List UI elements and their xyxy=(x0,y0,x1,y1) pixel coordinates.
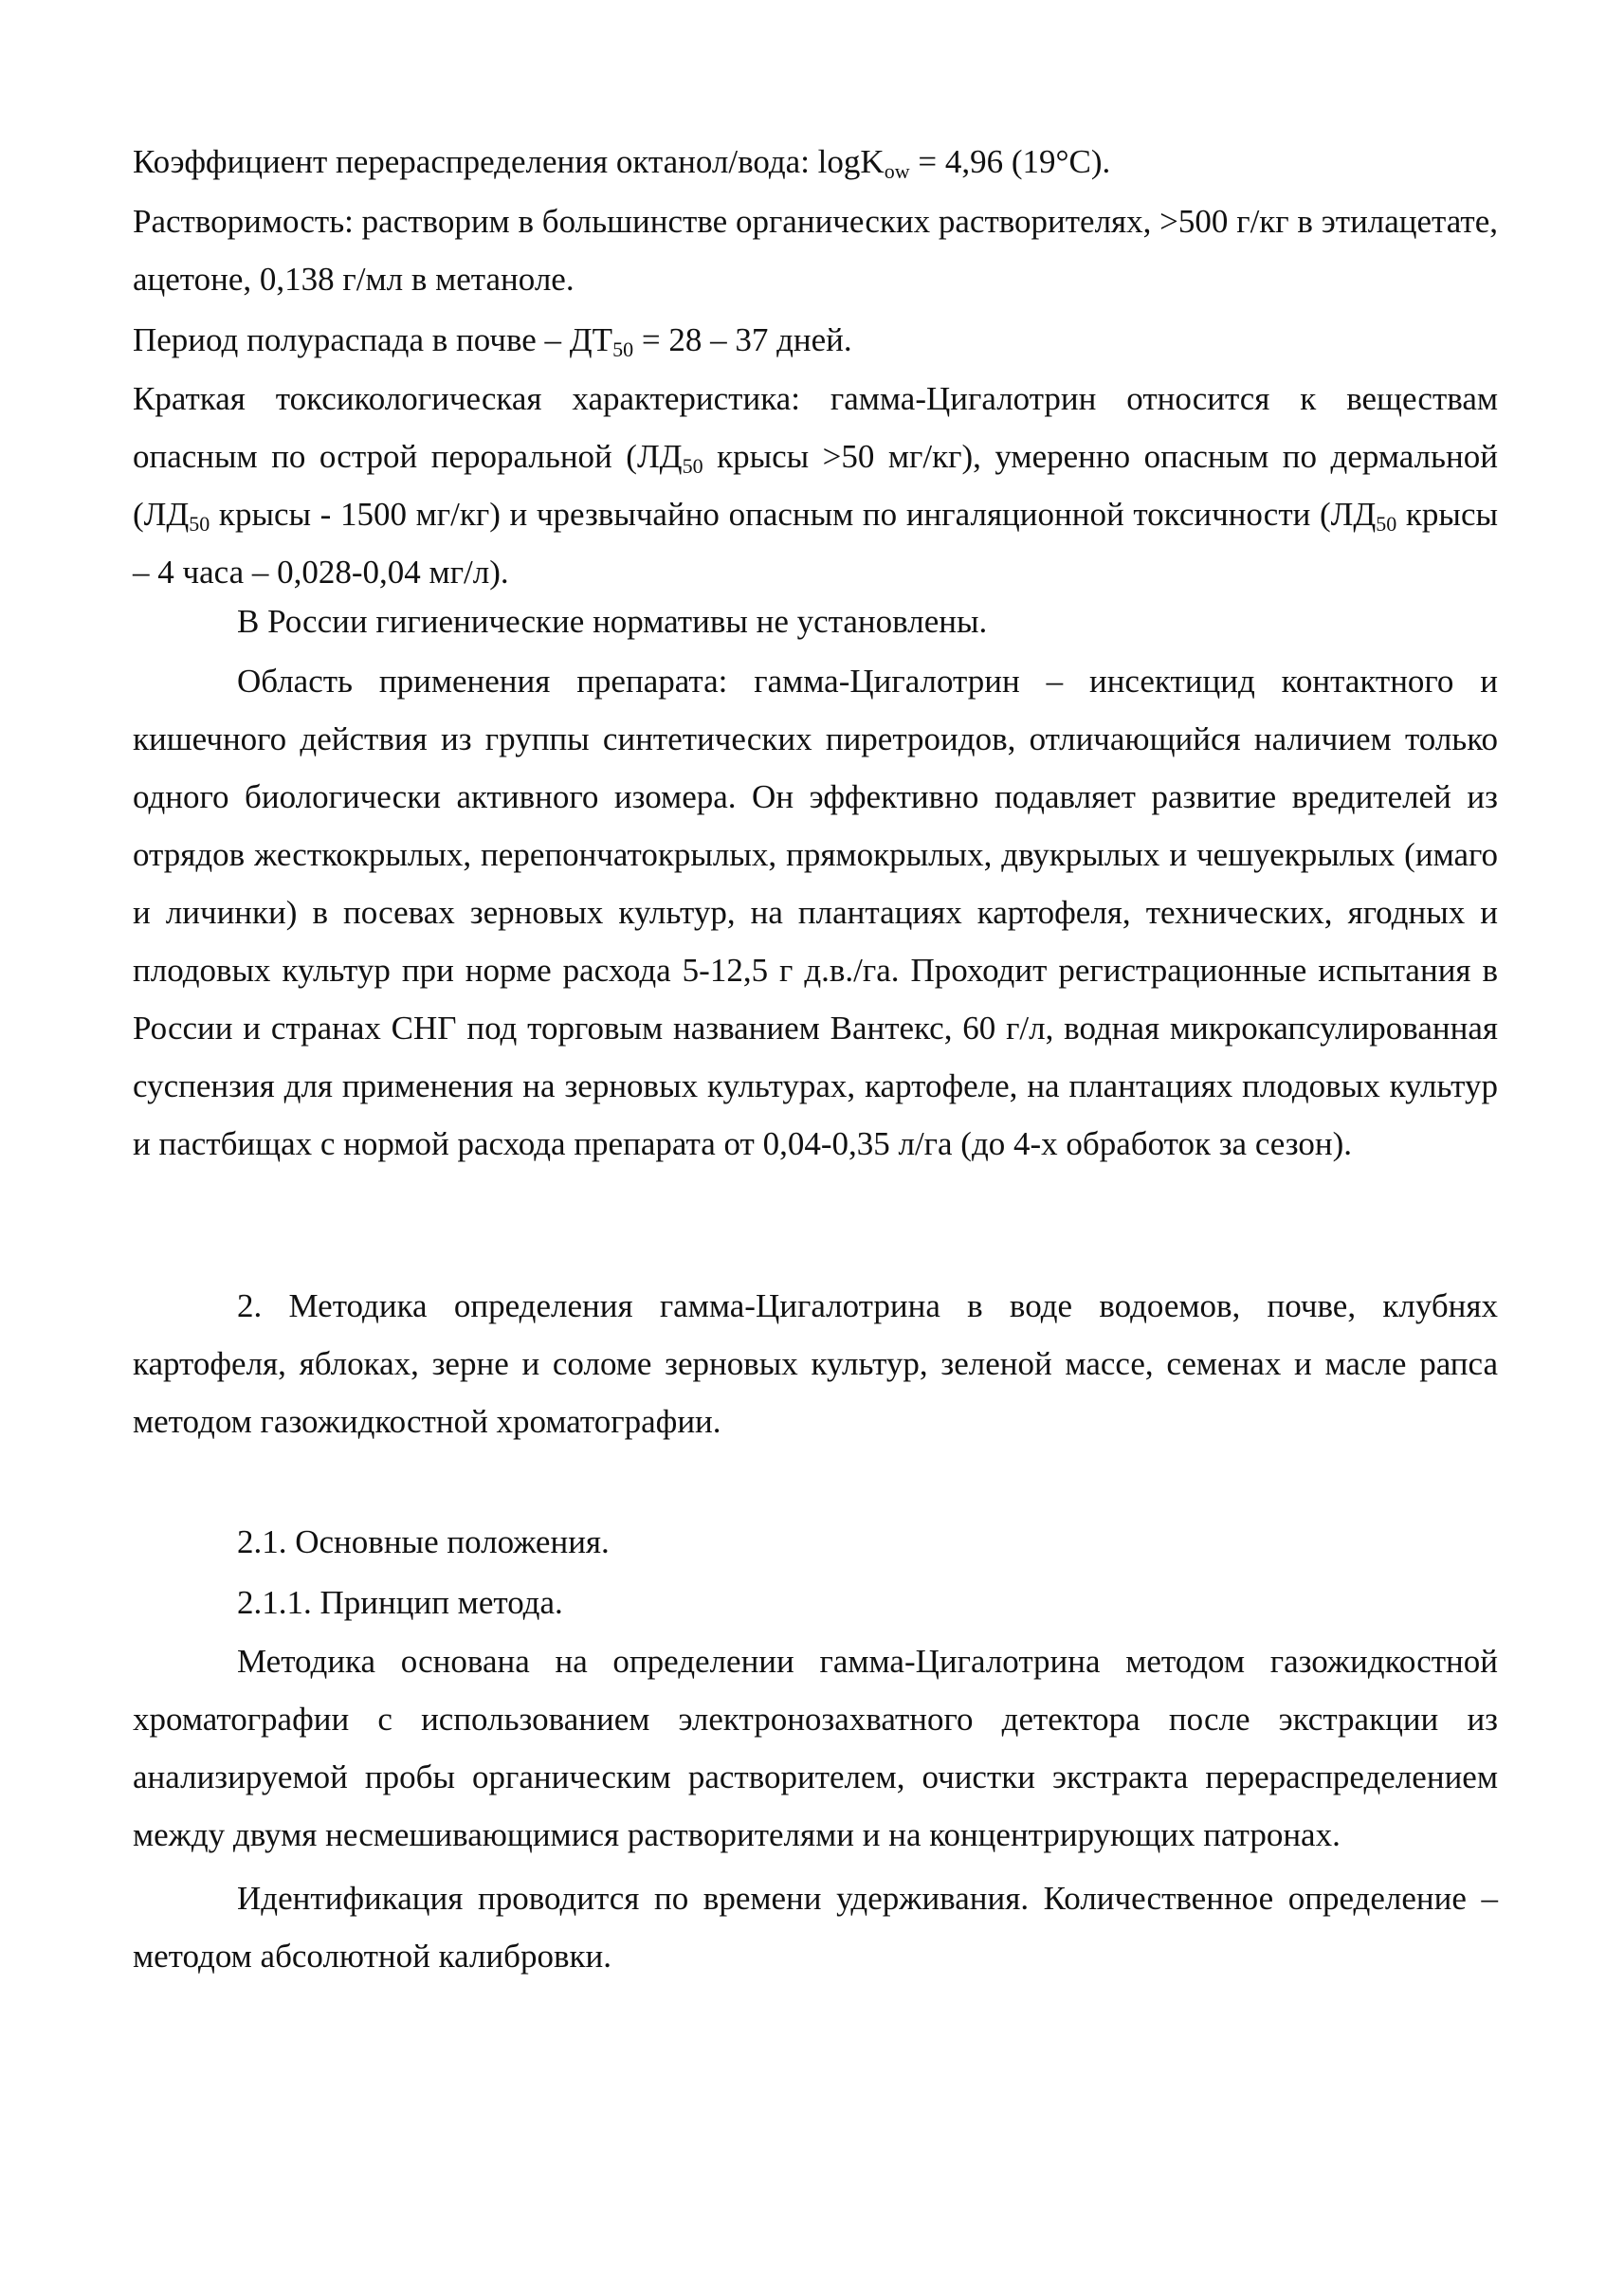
method-principle-paragraph: Методика основана на определении гамма-Цигалотрина методом газожидкостной хроматографии с использованием электронозахватного детектора после экстракции из анализируемой пробы органическим растворителем, очистки экстракта перераспределением между двумя несмешивающимися растворителями и на концентрирующих патронах. xyxy=(133,1643,1498,1853)
section-2-1-heading: 2.1. Основные положения. xyxy=(237,1523,610,1560)
half-life-line: Период полураспада в почве – $ДТ_{50} = 28 - 37$ дней. xyxy=(133,321,852,361)
toxicology-paragraph: Краткая токсикологическая характеристика: гамма-Цигалотрин относится к веществам опасным по острой пероральной ($ЛД_{50}$ крысы >50 мг/кг), умеренно опасным по дермальной ($ЛД_{50}$ крысы - 1500 мг/кг) и чрезвычайно опасным по ингаляционной токсичности ($ЛД_{50}$ крысы – 4 часа – 0,028-0,04 мг/л). xyxy=(133,380,1498,591)
section-2-heading-paragraph: 2. Методика определения гамма-Цигалотрина в воде водоемов, почве, клубнях картофеля, яблоках, зерне и соломе зерновых культур, зеленой массе, семенах и масле рапса методом газожидкостной хроматографии. xyxy=(133,1287,1498,1440)
solubility-paragraph: Растворимость: растворим в большинстве органических растворителях, >500 г/кг в этилацетате, ацетоне, 0,138 г/мл в метаноле. xyxy=(133,203,1498,298)
section-2-1-1-heading: 2.1.1. Принцип метода. xyxy=(237,1584,563,1621)
application-paragraph: Область применения препарата: гамма-Цигалотрин – инсектицид контактного и кишечного действия из группы синтетических пиретроидов, отличающийся наличием только одного биологически активного изомера. Он эффективно подавляет развитие вредителей из отрядов жесткокрылых, перепончатокрылых, прямокрылых, двукрылых и чешуекрылых (имаго и личинки) в посевах зерновых культур, на плантациях картофеля, технических, ягодных и плодовых культур при норме расхода 5-12,5 г д.в./га. Проходит регистрационные испытания в России и странах СНГ под торговым названием Вантекс, 60 г/л, водная микрокапсулированная суспензия для применения на зерновых культурах, картофеле, на плантациях плодовых культур и пастбищах с нормой расхода препарата от 0,04-0,35 л/га (до 4-х обработок за сезон). xyxy=(133,663,1498,1162)
partition-coefficient-line: Коэффициент перераспределения октанол/вода: logK$_{ow}$ = 4,96 (19°С). xyxy=(133,143,1111,183)
identification-paragraph: Идентификация проводится по времени удерживания. Количественное определение – методом абсолютной калибровки. xyxy=(133,1880,1498,1975)
hygiene-standards-paragraph: В России гигиенические нормативы не установлены. xyxy=(237,603,988,640)
